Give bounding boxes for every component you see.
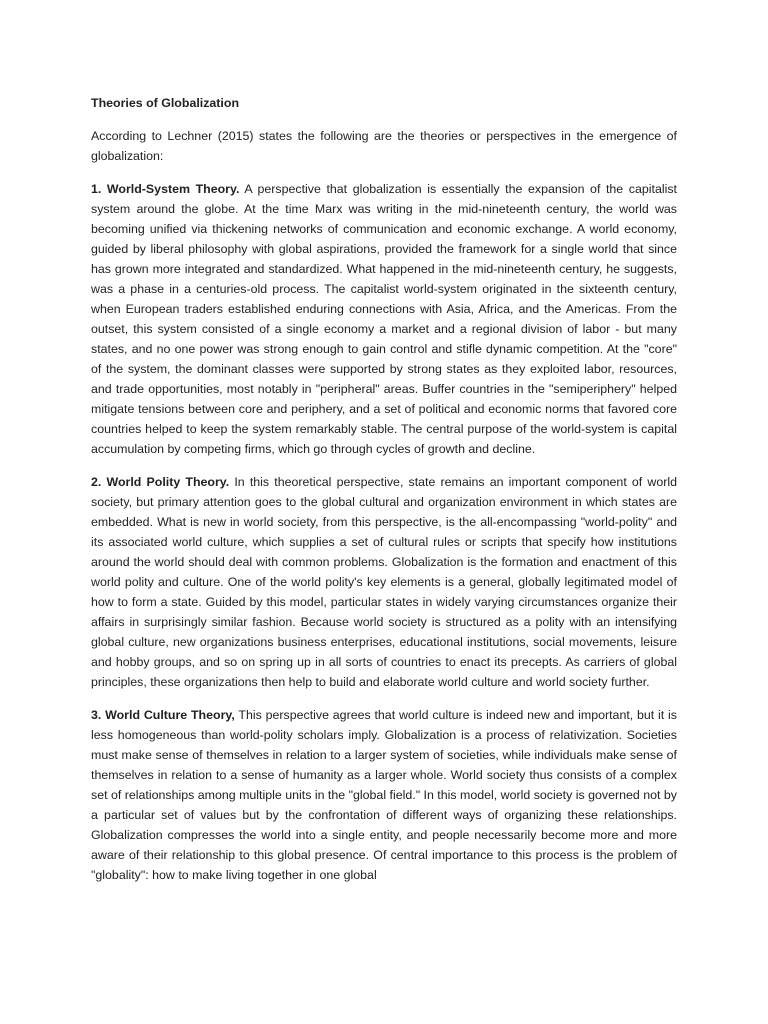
section-heading: 3. World Culture Theory, — [91, 708, 235, 722]
section-text: In this theoretical perspective, state remains an important component of world society, but primary attention goes to the global cultural and organization environment in which states are embedded. What is new in world society, from this perspective, is the all-encompassing "world-polity" and its associated world culture, which supplies a set of cultural rules or scripts that specify how institutions around the world should deal with common problems. Globalization is the formation and enactment of this world polity and culture. One of the world polity's key elements is a general, globally legitimated model of how to form a state. Guided by this model, particular states in widely varying circumstances organize their affairs in surprisingly similar fashion. Because world society is structured as a polity with an intensifying global culture, new organizations business enterprises, educational institutions, social movements, leisure and hobby groups, and so on spring up in all sorts of countries to enact its precepts. As carriers of global principles, these organizations then help to build and elaborate world culture and world society further. — [91, 475, 677, 689]
document-body — [91, 93, 677, 898]
section-heading: 2. World Polity Theory. — [91, 475, 230, 489]
section-world-culture-theory — [91, 705, 677, 885]
section-text: This perspective agrees that world culture is indeed new and important, but it is less homogeneous than world-polity scholars imply. Globalization is a process of relativization. Societies must make sense of themselves in relation to a larger system of societies, while individuals make sense of themselves in relation to a sense of humanity as a larger whole. World society thus consists of a complex set of relationships among multiple units in the "global field." In this model, world society is governed not by a particular set of values but by the confrontation of different ways of organizing these relationships. Globalization compresses the world into a single entity, and people necessarily become more and more aware of their relationship to this global presence. Of central importance to this process is the problem of "globality": how to make living together in one global — [91, 708, 677, 882]
section-world-polity-theory — [91, 472, 677, 692]
section-text: A perspective that globalization is essentially the expansion of the capitalist system around the globe. At the time Marx was writing in the mid-nineteenth century, the world was becoming unified via thickening networks of communication and economic exchange. A world economy, guided by liberal philosophy with global aspirations, provided the framework for a single world that since has grown more integrated and standardized. What happened in the mid-nineteenth century, he suggests, was a phase in a centuries-old process. The capitalist world-system originated in the sixteenth century, when European traders established enduring connections with Asia, Africa, and the Americas. From the outset, this system consisted of a single economy a market and a regional division of labor - but many states, and no one power was strong enough to gain control and stifle dynamic competition. At the "core" of the system, the dominant classes were supported by strong states as they exploited labor, resources, and trade opportunities, most notably in "peripheral" areas. Buffer countries in the "semiperiphery" helped mitigate tensions between core and periphery, and a set of political and economic norms that favored core countries helped to keep the system remarkably stable. The central purpose of the world-system is capital accumulation by competing firms, which go through cycles of growth and decline. — [91, 182, 677, 456]
section-world-system-theory — [91, 179, 677, 459]
intro-paragraph: According to Lechner (2015) states the following are the theories or perspectives in the emergence of globalization: — [91, 129, 677, 163]
document-title: Theories of Globalization — [91, 96, 240, 110]
section-heading: 1. World-System Theory. — [91, 182, 240, 196]
